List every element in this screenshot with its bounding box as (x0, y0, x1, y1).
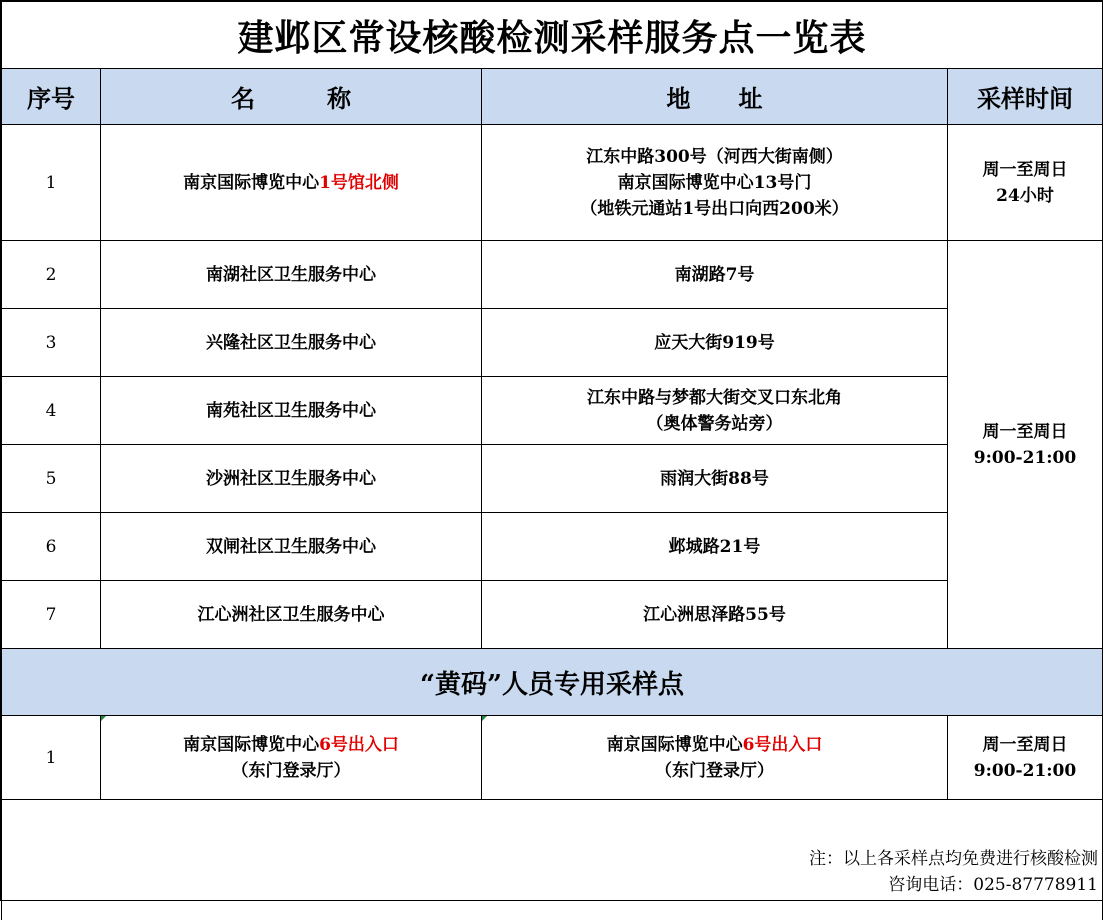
row-seq: 4 (2, 377, 101, 445)
shared-time-cell (948, 241, 1103, 649)
row-address (482, 241, 948, 309)
row-seq: 1 (2, 716, 101, 800)
table-row (2, 309, 1103, 377)
section-title: “黄码”人员专用采样点 (2, 649, 1103, 716)
time-days: 周一至周日 (948, 419, 1102, 445)
header-name: 名 称 (101, 69, 482, 125)
row-seq: 3 (2, 309, 101, 377)
row-seq: 7 (2, 581, 101, 649)
time-hours: 24小时 (948, 183, 1102, 209)
address-line: 应天大街919号 (482, 330, 947, 356)
row-seq: 2 (2, 241, 101, 309)
row-address (482, 445, 948, 513)
section-row (2, 649, 1103, 716)
table-row (2, 716, 1103, 800)
footer-phone: 咨询电话：025-87778911 (2, 872, 1098, 898)
row-name: 南苑社区卫生服务中心 (101, 377, 482, 445)
address-line: 江东中路与梦都大街交叉口东北角 (482, 385, 947, 411)
address-line: 雨润大街88号 (482, 466, 947, 492)
row-time (948, 716, 1103, 800)
row-name-highlight: 1号馆北侧 (319, 173, 399, 193)
row-name: 沙洲社区卫生服务中心 (101, 445, 482, 513)
row-name-text: 南京国际博览中心 (183, 173, 319, 193)
row-name (101, 125, 482, 241)
row-name: 南湖社区卫生服务中心 (101, 241, 482, 309)
address-line: 南京国际博览中心13号门 (482, 170, 947, 196)
address-text: 南京国际博览中心 (607, 735, 743, 755)
time-hours: 9:00-21:00 (948, 758, 1102, 784)
table-row (2, 377, 1103, 445)
row-address (482, 377, 948, 445)
time-days: 周一至周日 (948, 157, 1102, 183)
row-seq: 5 (2, 445, 101, 513)
sampling-sites-table (1, 1, 1103, 920)
name-sub: （东门登录厅） (101, 758, 481, 784)
row-name: 双闸社区卫生服务中心 (101, 513, 482, 581)
row-address (482, 716, 948, 800)
row-name: 江心洲社区卫生服务中心 (101, 581, 482, 649)
row-name-highlight: 6号出入口 (319, 735, 399, 755)
address-highlight: 6号出入口 (743, 735, 823, 755)
table-row (2, 125, 1103, 241)
row-address (482, 513, 948, 581)
row-address (482, 581, 948, 649)
address-line: 江心洲思泽路55号 (482, 602, 947, 628)
footer-cell (2, 800, 1103, 920)
row-time (948, 125, 1103, 241)
row-name-text: 南京国际博览中心 (183, 735, 319, 755)
row-seq: 6 (2, 513, 101, 581)
address-line (482, 732, 947, 758)
row-address (482, 125, 948, 241)
address-line: （地铁元通站1号出口向西200米） (482, 196, 947, 222)
time-days: 周一至周日 (948, 732, 1102, 758)
row-address (482, 309, 948, 377)
address-sub: （东门登录厅） (482, 758, 947, 784)
address-line: （奥体警务站旁） (482, 411, 947, 437)
header-seq: 序号 (2, 69, 101, 125)
address-line: 邺城路21号 (482, 534, 947, 560)
header-address: 地 址 (482, 69, 948, 125)
time-hours: 9:00-21:00 (948, 445, 1102, 471)
name-line (101, 732, 481, 758)
row-name: 兴隆社区卫生服务中心 (101, 309, 482, 377)
address-line: 江东中路300号（河西大街南侧） (482, 144, 947, 170)
address-line: 南湖路7号 (482, 262, 947, 288)
table-row (2, 241, 1103, 309)
table-row (2, 513, 1103, 581)
page-title: 建邺区常设核酸检测采样服务点一览表 (2, 2, 1103, 69)
table-header-row (2, 69, 1103, 125)
table-row (2, 445, 1103, 513)
footer-note: 注：以上各采样点均免费进行核酸检测 (2, 846, 1098, 872)
header-time: 采样时间 (948, 69, 1103, 125)
footer-row (2, 800, 1103, 920)
table-row (2, 581, 1103, 649)
row-seq: 1 (2, 125, 101, 241)
row-name (101, 716, 482, 800)
